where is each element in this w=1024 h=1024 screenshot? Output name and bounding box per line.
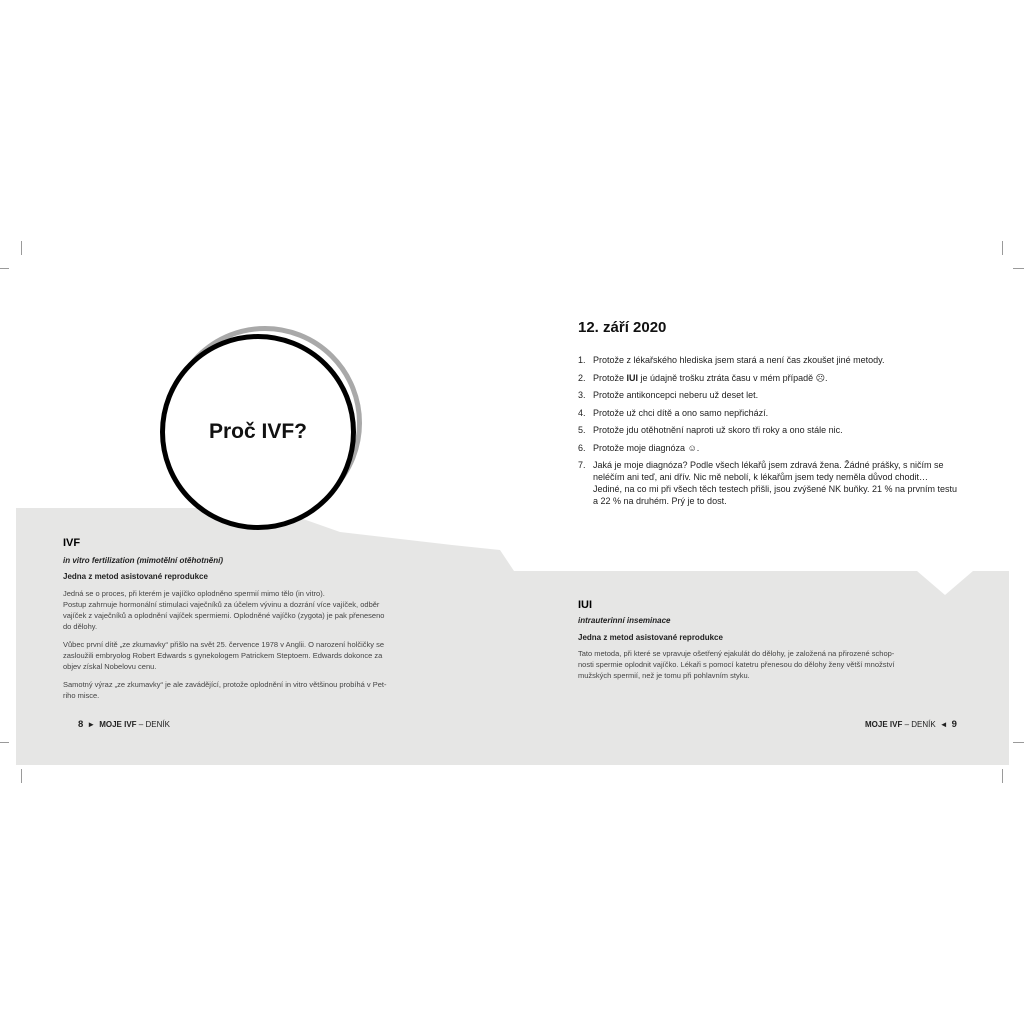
crop-mark — [21, 769, 22, 783]
footer-section: DENÍK — [145, 720, 170, 729]
list-item — [578, 389, 958, 401]
text-line: Samotný výraz „ze zkumavky“ je ale zavádějící, protože oplodnění in vitro většinou probíhá v Pet- — [63, 680, 387, 689]
list-text — [593, 389, 958, 401]
text-run: . — [696, 442, 700, 453]
ivf-subtitle: in vitro fertilization (mimotělní otěhotnění) — [63, 556, 223, 565]
text-line: do dělohy. — [63, 622, 98, 631]
page-number: 8 — [78, 719, 84, 730]
list-number: 4. — [578, 407, 586, 418]
list-item — [578, 372, 958, 384]
crop-mark — [1002, 769, 1003, 783]
crop-mark — [21, 241, 22, 255]
reasons-list — [578, 354, 958, 513]
crop-mark — [1002, 241, 1003, 255]
iui-heading: IUI — [578, 599, 593, 611]
page-number: 9 — [951, 719, 957, 730]
text-line: vajíček z vaječníků a oplodnění vajíček spermiemi. Oplodněné vajíčko (zygota) je pak přeneseno — [63, 611, 385, 620]
crop-mark — [0, 742, 9, 743]
list-item — [578, 354, 958, 366]
iui-paragraph — [578, 648, 978, 681]
list-number: 7. — [578, 460, 586, 470]
text-run: Protože už chci dítě a ono samo nepřichází. — [593, 407, 769, 418]
crop-mark — [1013, 268, 1024, 269]
text-line: zasloužili embryolog Robert Edwards s gynekologem Patrickem Steptoem. Edwards dokonce za — [63, 651, 383, 660]
footer-sep: – — [902, 720, 912, 729]
book-title: MOJE IVF — [99, 720, 137, 729]
list-item — [578, 407, 958, 419]
ivf-subheading: Jedna z metod asistované reprodukce — [63, 572, 208, 581]
list-number: 2. — [578, 372, 586, 383]
list-text — [593, 424, 958, 436]
title-circle — [160, 334, 356, 530]
text-line: Postup zahrnuje hormonální stimulaci vaječníků za účelem vývinu a dozrání více vajíček, odběr — [63, 600, 380, 609]
list-text — [593, 354, 958, 366]
list-number: 5. — [578, 425, 586, 435]
text-run: . — [825, 372, 828, 383]
text-run: Protože — [593, 372, 627, 383]
list-item — [578, 442, 958, 454]
text-line: nosti spermie oplodnit vajíčko. Lékaři s pomocí katetru přenesou do dělohy ženy větší množství — [578, 660, 895, 669]
text-run: Protože moje diagnóza — [593, 442, 688, 453]
book-title: MOJE IVF — [865, 720, 903, 729]
crop-mark — [0, 268, 9, 269]
list-number: 1. — [578, 355, 586, 365]
iui-subheading: Jedna z metod asistované reprodukce — [578, 633, 723, 642]
ivf-heading: IVF — [63, 537, 81, 549]
sad-face-icon: ☹ — [815, 372, 826, 383]
crop-mark — [1013, 742, 1024, 743]
circle — [160, 334, 356, 530]
text-line: Jedná se o proces, při kterém je vajíčko oplodněno spermií mimo tělo (in vitro). — [63, 589, 325, 598]
list-item — [578, 424, 958, 436]
text-run: IUI — [626, 372, 639, 383]
ivf-paragraph — [63, 639, 453, 672]
text-line: Tato metoda, při které se vpravuje ošetřený ejakulát do dělohy, je založená na přirozené schop- — [578, 649, 895, 658]
circle-title: Proč IVF? — [208, 420, 308, 443]
text-run: Protože antikoncepci neberu už deset let. — [593, 390, 759, 400]
footer-left — [78, 719, 170, 730]
footer-section: DENÍK — [911, 720, 936, 729]
entry-date: 12. září 2020 — [578, 319, 667, 336]
text-line: riho misce. — [63, 691, 100, 700]
text-run: Protože z lékařského hlediska jsem stará a není čas zkoušet jiné metody. — [593, 355, 885, 365]
emoji-icon: ☺ — [687, 442, 697, 453]
text-run: je údajně trošku ztráta času v mém případě — [638, 372, 816, 383]
text-line: objev získal Nobelovu cenu. — [63, 662, 157, 671]
arrow-left-icon: ◄ — [939, 720, 948, 729]
list-item — [578, 459, 958, 507]
arrow-right-icon: ► — [87, 720, 96, 729]
text-line: Vůbec první dítě „ze zkumavky“ přišlo na svět 25. července 1978 v Anglii. O narození holčičky se — [63, 640, 384, 649]
list-text — [593, 407, 958, 419]
list-text — [593, 459, 958, 507]
ivf-paragraph — [63, 588, 453, 632]
footer-right — [865, 719, 957, 730]
iui-subtitle: intrauterinní inseminace — [578, 616, 671, 625]
text-run: Jaká je moje diagnóza? Podle všech lékařů jsem zdravá žena. Žádné prášky, s ničím se neléčím ani teď, ani dřív. Nic mě nebolí, k lékařům jsem tedy neměla důvod chodit… Jediné, na co mi při všech těch testech přišli, jsou zvýšené NK buňky. 21 % na prvním testu a 22 % na druhém. Prý je to dost. — [593, 460, 958, 506]
list-number: 3. — [578, 390, 586, 400]
list-text — [593, 442, 958, 454]
text-line: mužských spermií, než je tomu při pohlavním styku. — [578, 671, 750, 680]
list-text — [593, 372, 958, 384]
text-run: Protože jdu otěhotnění naproti už skoro tři roky a ono stále nic. — [593, 425, 843, 435]
ivf-paragraph — [63, 679, 453, 701]
footer-sep: – — [136, 720, 146, 729]
list-number: 6. — [578, 442, 586, 453]
